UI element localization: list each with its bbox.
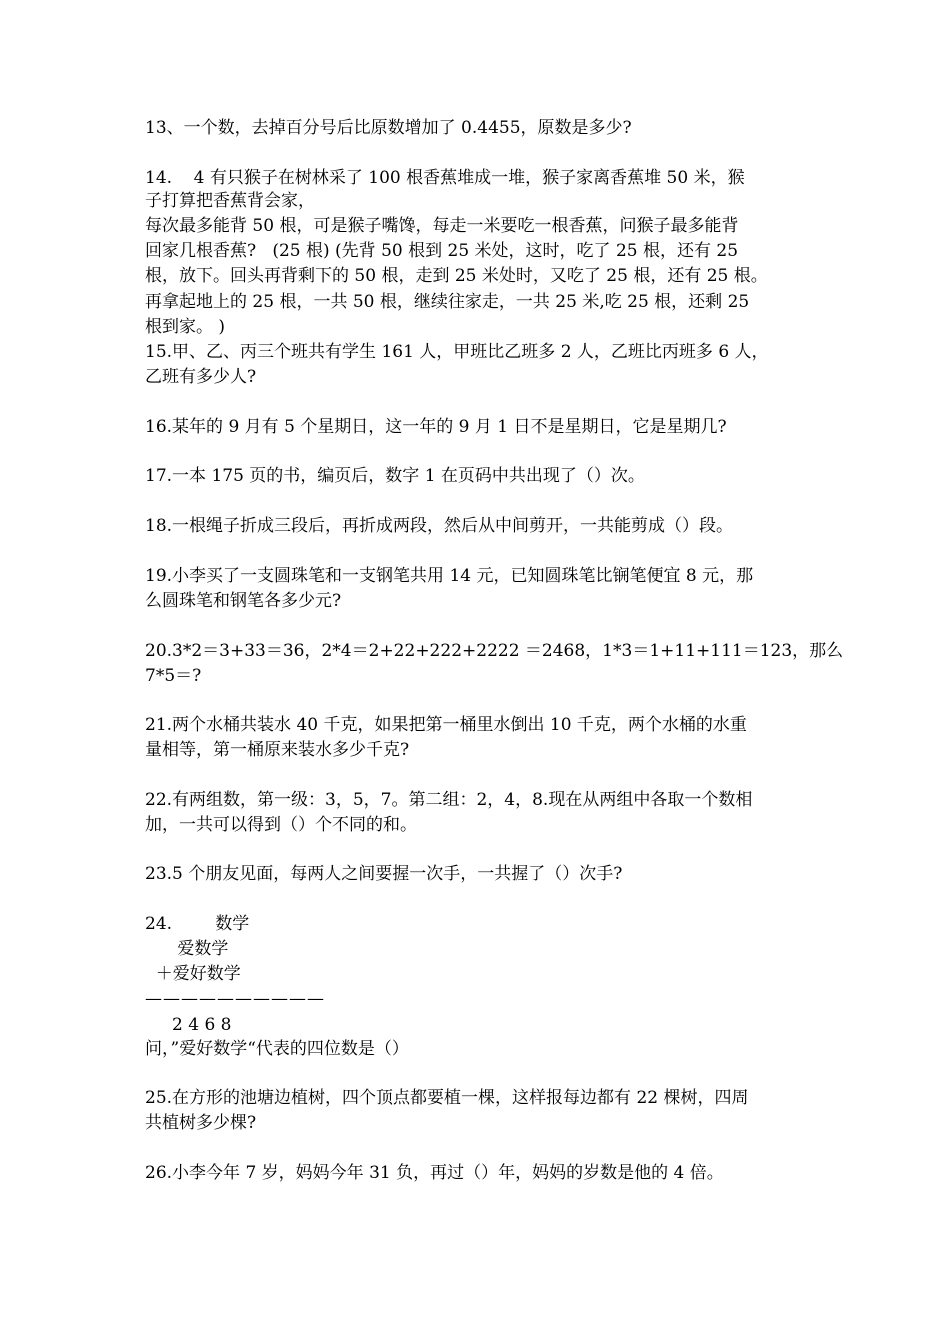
question-13-line-1: 13、一个数，去掉百分号后比原数增加了 0.4455，原数是多少? — [145, 118, 632, 138]
question-24-line-1: 24. 数学 — [145, 914, 250, 934]
question-15-line-2: 乙班有多少人? — [145, 367, 257, 387]
question-20-line-1: 20.3*2＝3+33＝36，2*4＝2+22+222+2222 ＝2468，1*3＝1+11+111＝123，那么 — [145, 641, 844, 661]
question-14-line-6: 再拿起地上的 25 根，一共 50 根，继续往家走，一共 25 米,吃 25 根，还剩 25 — [145, 292, 750, 312]
question-24-line-6: 问，”爱好数学“代表的四位数是（） — [145, 1039, 409, 1059]
question-22-line-1: 22.有两组数，第一级：3，5，7。第二组：2，4，8.现在从两组中各取一个数相 — [145, 790, 753, 810]
question-16-line-1: 16.某年的 9 月有 5 个星期日，这一年的 9 月 1 日不是星期日，它是星期几? — [145, 417, 727, 437]
question-24-rule: —————————— — [145, 989, 325, 1009]
question-26-line-1: 26.小李今年 7 岁，妈妈今年 31 负，再过（）年，妈妈的岁数是他的 4 倍。 — [145, 1163, 724, 1183]
question-14-line-7: 根到家。 ) — [145, 317, 226, 337]
question-23-line-1: 23.5 个朋友见面，每两人之间要握一次手，一共握了（）次手? — [145, 864, 623, 884]
question-14-line-2: 子打算把香蕉背会家， — [145, 191, 315, 211]
question-14-line-1: 14. 4 有只猴子在树林采了 100 根香蕉堆成一堆，猴子家离香蕉堆 50 米，猴 — [145, 168, 745, 188]
question-14-line-3: 每次最多能背 50 根，可是猴子嘴馋，每走一米要吃一根香蕉，问猴子最多能背 — [145, 216, 739, 236]
question-25-line-1: 25.在方形的池塘边植树，四个顶点都要植一棵，这样报每边都有 22 棵树，四周 — [145, 1088, 749, 1108]
question-24-line-2: 爱数学 — [145, 939, 229, 959]
question-14-line-4: 回家几根香蕉? (25 根) (先背 50 根到 25 米处，这时，吃了 25 根，还有 25 — [145, 241, 739, 261]
question-14-line-5: 根，放下。回头再背剩下的 50 根，走到 25 米处时，又吃了 25 根，还有 25 根。 — [145, 266, 768, 286]
question-21-line-1: 21.两个水桶共装水 40 千克，如果把第一桶里水倒出 10 千克，两个水桶的水重 — [145, 715, 747, 735]
question-15-line-1: 15.甲、乙、丙三个班共有学生 161 人，甲班比乙班多 2 人，乙班比丙班多 6 人， — [145, 342, 769, 362]
question-18-line-1: 18.一根绳子折成三段后，再折成两段，然后从中间剪开，一共能剪成（）段。 — [145, 516, 734, 536]
question-19-line-1: 19.小李买了一支圆珠笔和一支钢笔共用 14 元，已知圆珠笔比锎笔便宜 8 元，那 — [145, 566, 754, 586]
question-19-line-2: 么圆珠笔和钢笔各多少元? — [145, 591, 342, 611]
question-21-line-2: 量相等，第一桶原来装水多少千克? — [145, 740, 410, 760]
question-20-line-2: 7*5＝? — [145, 666, 202, 686]
question-25-line-2: 共植树多少棵? — [145, 1113, 257, 1133]
question-22-line-2: 加，一共可以得到（）个不同的和。 — [145, 815, 417, 835]
question-17-line-1: 17.一本 175 页的书，编页后，数字 1 在页码中共出现了（）次。 — [145, 466, 645, 486]
question-24-line-5: 2 4 6 8 — [145, 1015, 232, 1035]
question-24-line-3: ＋爱好数学 — [145, 964, 241, 984]
